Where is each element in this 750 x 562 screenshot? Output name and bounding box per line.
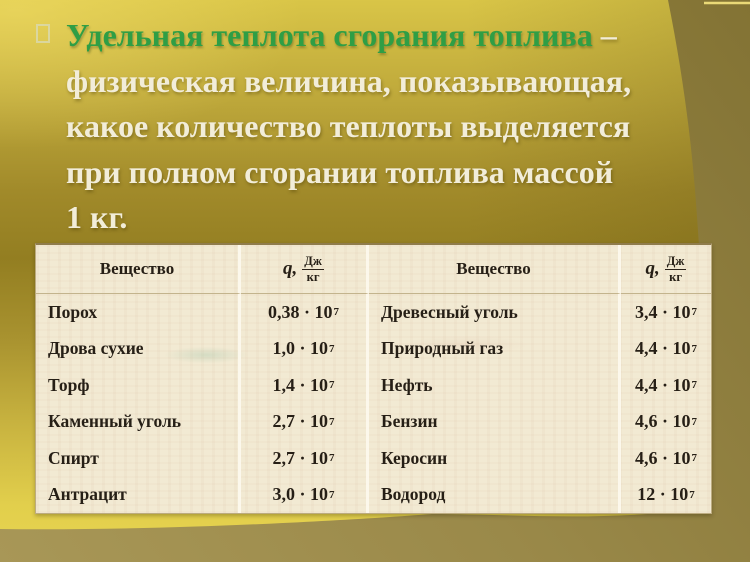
substance-name: Бензин xyxy=(369,404,621,441)
title-block xyxy=(66,13,726,241)
unit-fraction: $\frac{Дж}{кг}$ xyxy=(304,253,322,284)
title-body-line: физическая величина, показывающая, xyxy=(66,62,632,99)
substance-value: 4,4 · 10 7 xyxy=(634,338,697,359)
q-symbol: q, xyxy=(283,258,298,279)
title-body-line: 1 кг. xyxy=(66,199,128,235)
bullet-square-icon xyxy=(36,24,50,43)
substance-value: 4,6 · 10 7 xyxy=(634,447,697,468)
substance-value: 2,7 · 10 7 xyxy=(241,404,369,441)
substance-value: 2,7 · 10 7 xyxy=(241,440,369,477)
substance-value: 12 · 10 7 xyxy=(637,484,695,505)
substance-name: Природный газ xyxy=(369,331,621,368)
substance-name: Нефть xyxy=(369,367,621,404)
substance-value: 0,38 · 10 7 xyxy=(241,294,369,331)
q-symbol: q, xyxy=(645,258,660,279)
title-body-line: при полном сгорании топлива массой xyxy=(66,153,614,190)
substance-name: Водород xyxy=(369,477,621,514)
substance-name: Спирт xyxy=(36,440,241,477)
title-highlight-text: Удельная теплота сгорания топлива xyxy=(66,17,593,53)
header-q-left xyxy=(241,245,369,294)
q-unit-label xyxy=(283,255,324,284)
substance-name: Каменный уголь xyxy=(36,404,241,441)
fuel-heat-table xyxy=(35,243,712,514)
title-dash: – xyxy=(592,17,617,53)
substance-value: 3,4 · 10 7 xyxy=(634,301,697,322)
q-unit-label xyxy=(646,255,687,284)
substance-name: Дрова сухие xyxy=(36,331,241,368)
substance-value: 1,0 · 10 7 xyxy=(241,331,369,368)
header-substance-left: Вещество xyxy=(36,245,241,294)
substance-value: 4,6 · 10 7 xyxy=(634,411,697,432)
substance-value: 1,4 · 10 7 xyxy=(241,367,369,404)
substance-value: 4,4 · 10 7 xyxy=(634,374,697,395)
title-line xyxy=(66,13,726,59)
substance-name: Порох xyxy=(36,294,241,331)
title-body-line: какое количество теплоты выделяется xyxy=(66,108,631,144)
unit-fraction: $\frac{Дж}{кг}$ xyxy=(666,253,685,284)
header-q-right xyxy=(621,245,711,294)
substance-name: Керосин xyxy=(369,440,621,477)
substance-name: Древесный уголь xyxy=(369,294,621,331)
substance-name: Антрацит xyxy=(36,477,241,514)
substance-value: 3,0 · 10 7 xyxy=(241,477,369,514)
substance-name: Торф xyxy=(36,367,241,404)
header-substance-right: Вещество xyxy=(369,245,621,294)
